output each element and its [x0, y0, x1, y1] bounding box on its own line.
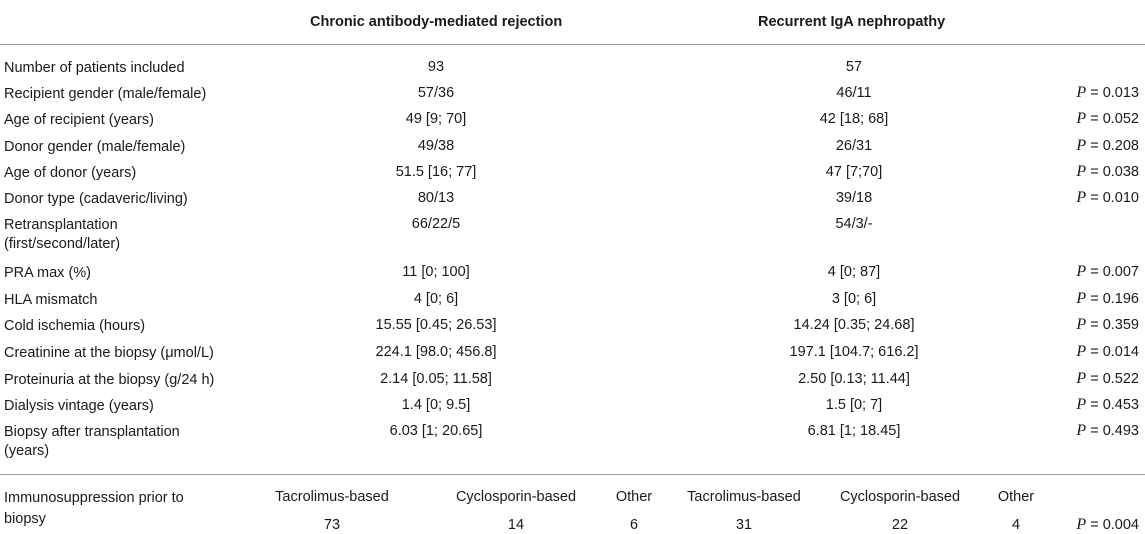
- p-value: [1076, 163, 1139, 181]
- subheader-cyclosporin-chronic: Cyclosporin-based: [455, 489, 577, 505]
- p-number: = 0.196: [1086, 291, 1139, 307]
- p-number: = 0.453: [1086, 397, 1139, 413]
- p-value: [1076, 137, 1139, 155]
- p-symbol: P: [1076, 263, 1087, 280]
- value-chronic: 2.14 [0.05; 11.58]: [380, 371, 492, 387]
- p-symbol: P: [1076, 396, 1087, 413]
- value-iga: 42 [18; 68]: [819, 111, 889, 127]
- row-label: Number of patients included: [4, 60, 185, 76]
- p-symbol: P: [1076, 290, 1087, 307]
- value-chronic: 57/36: [417, 85, 455, 101]
- value-iga: 14.24 [0.35; 24.68]: [793, 317, 915, 333]
- p-value: [1076, 422, 1139, 440]
- value-iga: 54/3/-: [835, 216, 873, 232]
- value-iga: 26/31: [835, 138, 873, 154]
- p-symbol: P: [1076, 316, 1087, 333]
- p-symbol: P: [1076, 343, 1087, 360]
- subheader-tacrolimus-iga: Tacrolimus-based: [687, 489, 801, 505]
- p-symbol: P: [1076, 137, 1087, 154]
- p-value: [1076, 290, 1139, 308]
- p-number: = 0.004: [1086, 517, 1139, 533]
- row-label: Biopsy after transplantation: [4, 424, 180, 440]
- p-symbol: P: [1076, 370, 1087, 387]
- p-number: = 0.010: [1086, 190, 1139, 206]
- subheader-other-iga: Other: [997, 489, 1035, 505]
- subheader-tacrolimus-chronic: Tacrolimus-based: [275, 489, 389, 505]
- row-label: Dialysis vintage (years): [4, 398, 154, 414]
- row-label: Age of recipient (years): [4, 112, 154, 128]
- value-chronic: 49/38: [417, 138, 455, 154]
- value-chronic: 51.5 [16; 77]: [395, 164, 477, 180]
- value-cyclosporin-chronic: 14: [507, 517, 525, 533]
- value-chronic: 6.03 [1; 20.65]: [389, 423, 483, 439]
- value-iga: 46/11: [836, 85, 872, 101]
- value-iga: 2.50 [0.13; 11.44]: [798, 371, 910, 387]
- p-value: [1076, 316, 1139, 334]
- row-label: Retransplantation: [4, 217, 118, 233]
- p-symbol: P: [1076, 422, 1087, 439]
- row-label: Immunosuppression prior to: [4, 490, 184, 506]
- p-number: = 0.013: [1086, 85, 1139, 101]
- p-symbol: P: [1076, 163, 1087, 180]
- value-chronic: 80/13: [417, 190, 455, 206]
- section-divider: [0, 474, 1145, 475]
- value-tacrolimus-iga: 31: [735, 517, 753, 533]
- row-label: Age of donor (years): [4, 165, 137, 181]
- p-number: = 0.052: [1086, 111, 1139, 127]
- subheader-cyclosporin-iga: Cyclosporin-based: [839, 489, 961, 505]
- p-number: = 0.522: [1086, 371, 1139, 387]
- value-chronic: 224.1 [98.0; 456.8]: [375, 344, 497, 360]
- row-label: Donor gender (male/female): [4, 139, 186, 155]
- value-chronic: 15.55 [0.45; 26.53]: [375, 317, 497, 333]
- p-value: [1076, 84, 1139, 102]
- p-symbol: P: [1076, 84, 1087, 101]
- p-value: [1076, 396, 1139, 414]
- header-divider: [0, 44, 1145, 45]
- p-value: [1076, 370, 1139, 388]
- row-label-line2: (first/second/later): [4, 236, 121, 252]
- p-symbol: P: [1076, 516, 1087, 533]
- row-label: Recipient gender (male/female): [4, 86, 207, 102]
- p-value: [1076, 110, 1139, 128]
- value-chronic: 4 [0; 6]: [413, 291, 459, 307]
- p-number: = 0.359: [1086, 317, 1139, 333]
- p-number: = 0.208: [1086, 138, 1139, 154]
- row-label: PRA max (%): [4, 265, 92, 281]
- p-number: = 0.014: [1086, 344, 1139, 360]
- value-chronic: 1.4 [0; 9.5]: [401, 397, 471, 413]
- row-label-line2: biopsy: [4, 511, 46, 527]
- p-value: [1076, 263, 1139, 281]
- p-value: [1076, 516, 1139, 534]
- value-tacrolimus-chronic: 73: [323, 517, 341, 533]
- value-chronic: 49 [9; 70]: [405, 111, 467, 127]
- value-iga: 197.1 [104.7; 616.2]: [789, 344, 919, 360]
- value-iga: 39/18: [835, 190, 873, 206]
- row-label: Donor type (cadaveric/living): [4, 191, 188, 207]
- value-cyclosporin-iga: 22: [891, 517, 909, 533]
- value-chronic: 66/22/5: [411, 216, 461, 232]
- value-iga: 3 [0; 6]: [831, 291, 877, 307]
- p-value: [1076, 343, 1139, 361]
- value-iga: 1.5 [0; 7]: [825, 397, 883, 413]
- p-symbol: P: [1076, 110, 1087, 127]
- p-value: [1076, 189, 1139, 207]
- row-label: HLA mismatch: [4, 292, 98, 308]
- value-iga: 4 [0; 87]: [827, 264, 881, 280]
- header-recurrent-iga: Recurrent IgA nephropathy: [758, 14, 946, 30]
- value-iga: 57: [845, 59, 863, 75]
- subheader-other-chronic: Other: [615, 489, 653, 505]
- value-chronic: 93: [427, 59, 445, 75]
- row-label: Proteinuria at the biopsy (g/24 h): [4, 372, 215, 388]
- p-number: = 0.038: [1086, 164, 1139, 180]
- row-label: Cold ischemia (hours): [4, 318, 146, 334]
- value-other-iga: 4: [1011, 517, 1021, 533]
- header-chronic-rejection: Chronic antibody-mediated rejection: [310, 14, 563, 30]
- row-label: Creatinine at the biopsy (μmol/L): [4, 345, 214, 361]
- value-iga: 47 [7;70]: [825, 164, 883, 180]
- value-chronic: 11 [0; 100]: [402, 264, 470, 280]
- p-symbol: P: [1076, 189, 1087, 206]
- value-iga: 6.81 [1; 18.45]: [807, 423, 901, 439]
- row-label-line2: (years): [4, 443, 50, 459]
- value-other-chronic: 6: [629, 517, 639, 533]
- p-number: = 0.007: [1086, 264, 1139, 280]
- p-number: = 0.493: [1086, 423, 1139, 439]
